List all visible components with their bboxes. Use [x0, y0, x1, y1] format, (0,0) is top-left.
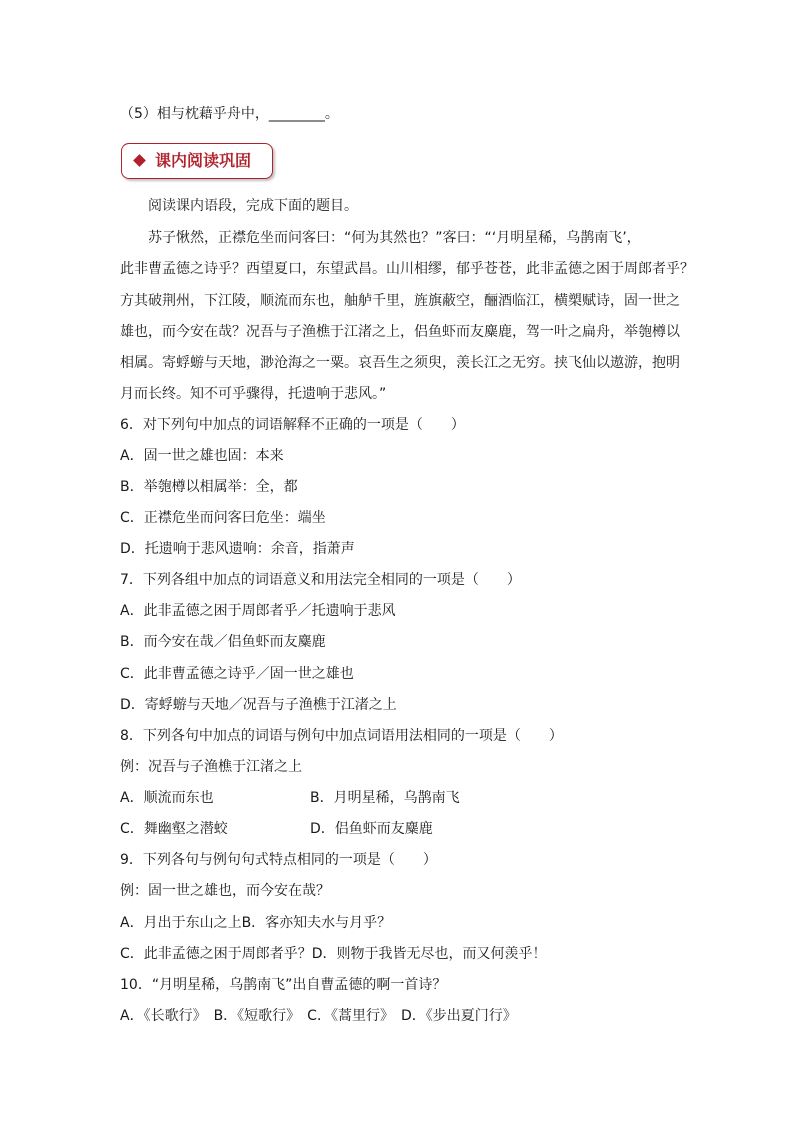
- option-b: B．举匏樽以相属举：全，都: [120, 479, 298, 495]
- passage-line: 此非曹孟德之诗乎？西望夏口，东望武昌。山川相缪，郁乎苍苍，此非孟德之困于周郎者乎？: [120, 261, 694, 277]
- question-stem: 6．对下列句中加点的词语解释不正确的一项是（ ）: [120, 417, 465, 433]
- options-line-2: C．此非孟德之困于周郎者乎？D．则物于我皆无尽也，而又何羡乎！: [120, 946, 547, 962]
- passage-line: 雄也，而今安在哉？况吾与子渔樵于江渚之上，侣鱼虾而友麋鹿，驾一叶之扁舟，举匏樽以: [120, 324, 680, 340]
- passage-line: 相属。寄蜉蝣与天地，渺沧海之一粟。哀吾生之须臾，羡长江之无穷。挟飞仙以遨游，抱明: [120, 355, 680, 371]
- section-header: [121, 143, 273, 179]
- question-5-line: （5）相与枕藉乎舟中，________。: [120, 106, 339, 122]
- diamond-icon: [133, 154, 146, 167]
- question-stem: 10．“月明星稀，乌鹊南飞”出自曹孟德的啊一首诗？: [120, 977, 447, 993]
- question-stem: 7．下列各组中加点的词语意义和用法完全相同的一项是（ ）: [120, 572, 521, 588]
- options-line-1: A．月出于东山之上B．客亦知夫水与月乎？: [120, 915, 392, 931]
- option-b: B．月明星稀，乌鹊南飞: [310, 790, 460, 806]
- option-a: A．顺流而东也: [120, 790, 214, 806]
- question-stem: 8．下列各句中加点的词语与例句中加点词语用法相同的一项是（ ）: [120, 728, 563, 744]
- section-title: 课内阅读巩固: [155, 151, 252, 170]
- question-stem: 9．下列各句与例句句式特点相同的一项是（ ）: [120, 852, 437, 868]
- option-a: A．固一世之雄也固：本来: [120, 448, 284, 464]
- option-d: D．托遗响于悲风遗响：余音，指萧声: [120, 541, 355, 557]
- option-c: C．舞幽壑之潜蛟: [120, 821, 228, 837]
- example-sentence: 例：固一世之雄也，而今安在哉？: [120, 883, 330, 899]
- option-d: D．侣鱼虾而友麋鹿: [310, 821, 433, 837]
- option-b: B．而今安在哉／侣鱼虾而友麋鹿: [120, 634, 326, 650]
- passage-line: 月而长终。知不可乎骤得，托遗响于悲风。”: [120, 386, 387, 402]
- options-line: A．《长歌行》 B．《短歌行》 C．《蒿里行》 D．《步出夏门行》: [120, 1008, 517, 1024]
- example-sentence: 例：况吾与子渔樵于江渚之上: [120, 759, 302, 775]
- option-c: C．此非曹孟德之诗乎／固一世之雄也: [120, 666, 354, 682]
- option-d: D．寄蜉蝣与天地／况吾与子渔樵于江渚之上: [120, 697, 397, 713]
- passage-line: 方其破荆州，下江陵，顺流而东也，舳舻千里，旌旗蔽空，酾酒临江，横槊赋诗，固一世之: [120, 293, 680, 309]
- passage-line: 苏子愀然，正襟危坐而问客曰：“何为其然也？”客曰：“‘月明星稀，乌鹊南飞’，: [148, 230, 641, 246]
- reading-instruction: 阅读课内语段，完成下面的题目。: [148, 198, 358, 214]
- option-c: C．正襟危坐而问客曰危坐：端坐: [120, 510, 326, 526]
- option-a: A．此非孟德之困于周郎者乎／托遗响于悲风: [120, 603, 396, 619]
